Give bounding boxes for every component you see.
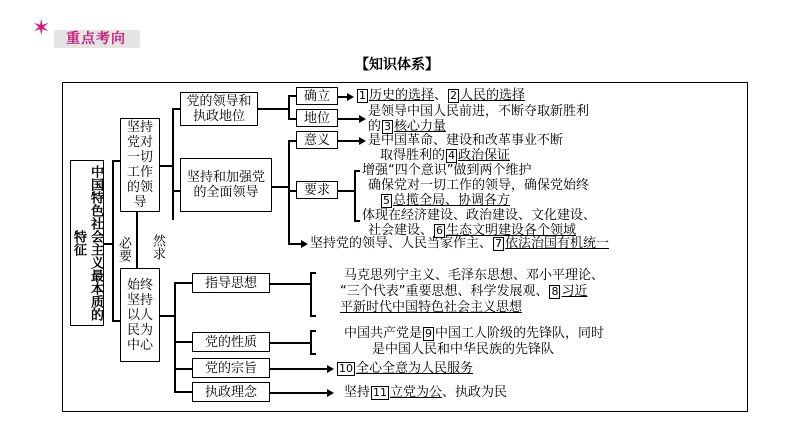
connector [338, 118, 360, 120]
answer-text: 核心力量 [394, 119, 447, 134]
plain-text: 坚持党的领导、人民当家作主、 [310, 236, 493, 251]
plain-text: 、执政为民 [442, 385, 508, 400]
star-icon: ✶ [32, 16, 51, 41]
connector [272, 186, 288, 188]
connector [160, 165, 172, 167]
yiyi-text-1: 是中国革命、建设和改革事业不断 [368, 133, 564, 148]
arrow-icon [347, 93, 354, 101]
answer-text: 全心全意为人民服务 [356, 361, 474, 376]
connector [288, 118, 296, 120]
section-badge [32, 16, 140, 48]
connector [310, 315, 316, 317]
zhidao-text-1: 马克思列宁主义、毛泽东思想、邓小平理论、 [344, 268, 605, 283]
linian-text [344, 385, 507, 401]
bottom-text [310, 236, 609, 252]
leaf-yaoqiu [296, 181, 338, 199]
leaf-zhidao [192, 273, 270, 293]
lower-main-box [120, 268, 160, 362]
connector [270, 392, 328, 394]
leaf-yiyi [296, 131, 338, 149]
zhidao-text-3: 平新时代中国特色社会主义思想 [340, 300, 523, 315]
xingzhi-text-2: 是中国人民和中华民族的先锋队 [372, 342, 555, 357]
connector [258, 108, 288, 110]
blank-number: 8 [551, 285, 559, 298]
zongzhi-text [336, 361, 473, 377]
upper-branch-1 [180, 92, 258, 126]
answer-text: 习近 [561, 284, 588, 299]
upper-main-label: 坚持党对一切工作的领导 [126, 120, 153, 210]
connector [112, 160, 114, 320]
plain-text: 的 [368, 119, 382, 134]
leaf-queli [296, 87, 338, 105]
plain-text: 中国共产党是 [344, 326, 423, 341]
plain-text: 中国工人阶级的先锋队，同时 [435, 326, 605, 341]
diwei-text-1: 是领导中国人民前进，不断夺取新胜利 [368, 104, 590, 119]
connector [174, 368, 192, 370]
connector [338, 190, 354, 192]
connector [288, 140, 290, 244]
blank-number: 6 [436, 224, 444, 237]
upper-branch-1-label: 党的领导和执政地位 [186, 94, 252, 124]
connector [288, 190, 296, 192]
plain-text: “三个代表”重要思想、科学发展观、 [340, 284, 549, 299]
leaf-queli-label: 确立 [303, 88, 330, 104]
connector [160, 315, 174, 317]
leaf-xingzhi-label: 党的性质 [204, 334, 257, 350]
yaoqiu-text-3 [380, 193, 510, 209]
blank-number: 10 [339, 362, 353, 375]
blank-number: 2 [450, 89, 458, 102]
leaf-yiyi-label: 意义 [303, 132, 330, 148]
connector [136, 212, 138, 268]
xingzhi-text-1 [344, 326, 604, 342]
upper-main-box [120, 118, 160, 212]
badge-label: 重点考向 [66, 31, 126, 47]
connector [174, 341, 192, 343]
relation-left: 必要 [116, 236, 131, 262]
plain-text: 坚持 [344, 385, 371, 400]
connector [270, 342, 310, 344]
root-label: 中国特色社会主义最本质的特征 [71, 165, 103, 321]
root-box [70, 160, 104, 326]
arrow-icon [359, 137, 366, 145]
plain-text: 社会建设、 [368, 223, 434, 238]
upper-branch-2-label: 坚持和加强党的全面领导 [186, 170, 265, 200]
answer-text: 历史的选择 [369, 88, 435, 103]
leaf-linian-label: 执政理念 [204, 384, 257, 400]
connector [270, 368, 328, 370]
connector [310, 330, 316, 332]
leaf-zongzhi [192, 358, 270, 378]
upper-branch-2 [180, 158, 272, 212]
connector [288, 140, 296, 142]
blank-number: 11 [373, 386, 388, 399]
yaoqiu-text-4: 体现在经济建设、政治建设、文化建设、 [362, 208, 597, 223]
answer-text: 政治保证 [458, 148, 511, 163]
answer-text: 依法治国有机统一 [505, 236, 610, 251]
connector [354, 170, 360, 172]
blank-number: 1 [359, 89, 366, 102]
arrow-icon [327, 365, 334, 373]
leaf-zongzhi-label: 党的宗旨 [204, 360, 257, 376]
arrow-icon [301, 240, 308, 248]
yaoqiu-text-2: 确保党对一切工作的领导，确保党始终 [368, 178, 590, 193]
answer-text: 生态文明建设各个领域 [446, 223, 577, 238]
connector [174, 391, 192, 393]
answer-text: 立党为公 [390, 385, 443, 400]
connector [310, 272, 312, 316]
connector [288, 95, 290, 119]
blank-number: 9 [425, 327, 433, 340]
answer-text: 人民的选择 [460, 88, 526, 103]
leaf-yaoqiu-label: 要求 [303, 182, 330, 198]
connector [288, 243, 302, 245]
relation-right: 然求 [150, 234, 165, 260]
arrow-icon [359, 115, 366, 123]
connector [172, 108, 174, 220]
page-title: 【知识体系】 [355, 57, 439, 73]
blank-number: 7 [495, 237, 503, 250]
blank-number: 4 [448, 149, 456, 162]
connector [270, 283, 310, 285]
connector [354, 220, 360, 222]
blank-number: 3 [384, 120, 392, 133]
plain-text: 取得胜利的 [380, 148, 446, 163]
zhidao-text-2 [340, 284, 588, 300]
yaoqiu-text-1: 增强“四个意识”做到两个维护 [362, 163, 532, 178]
arrow-icon [327, 389, 334, 397]
leaf-zhidao-label: 指导思想 [204, 275, 257, 291]
leaf-diwei-label: 地位 [303, 110, 330, 126]
connector [354, 170, 356, 222]
yiyi-text-2 [380, 148, 510, 164]
blank-number: 5 [383, 194, 390, 207]
leaf-diwei [296, 109, 338, 127]
connector [338, 140, 360, 142]
leaf-linian [192, 382, 270, 402]
connector [174, 282, 176, 392]
leaf-xingzhi [192, 332, 270, 352]
queli-text: 1 历史的选择、 2 人民的选择 [359, 88, 526, 103]
connector [310, 330, 312, 354]
connector [288, 95, 296, 97]
connector [310, 272, 316, 274]
connector [174, 282, 192, 284]
answer-text: 总揽全局、协调各方 [393, 193, 511, 208]
lower-main-label: 始终坚持以人民为中心 [126, 277, 153, 353]
connector [310, 353, 316, 355]
